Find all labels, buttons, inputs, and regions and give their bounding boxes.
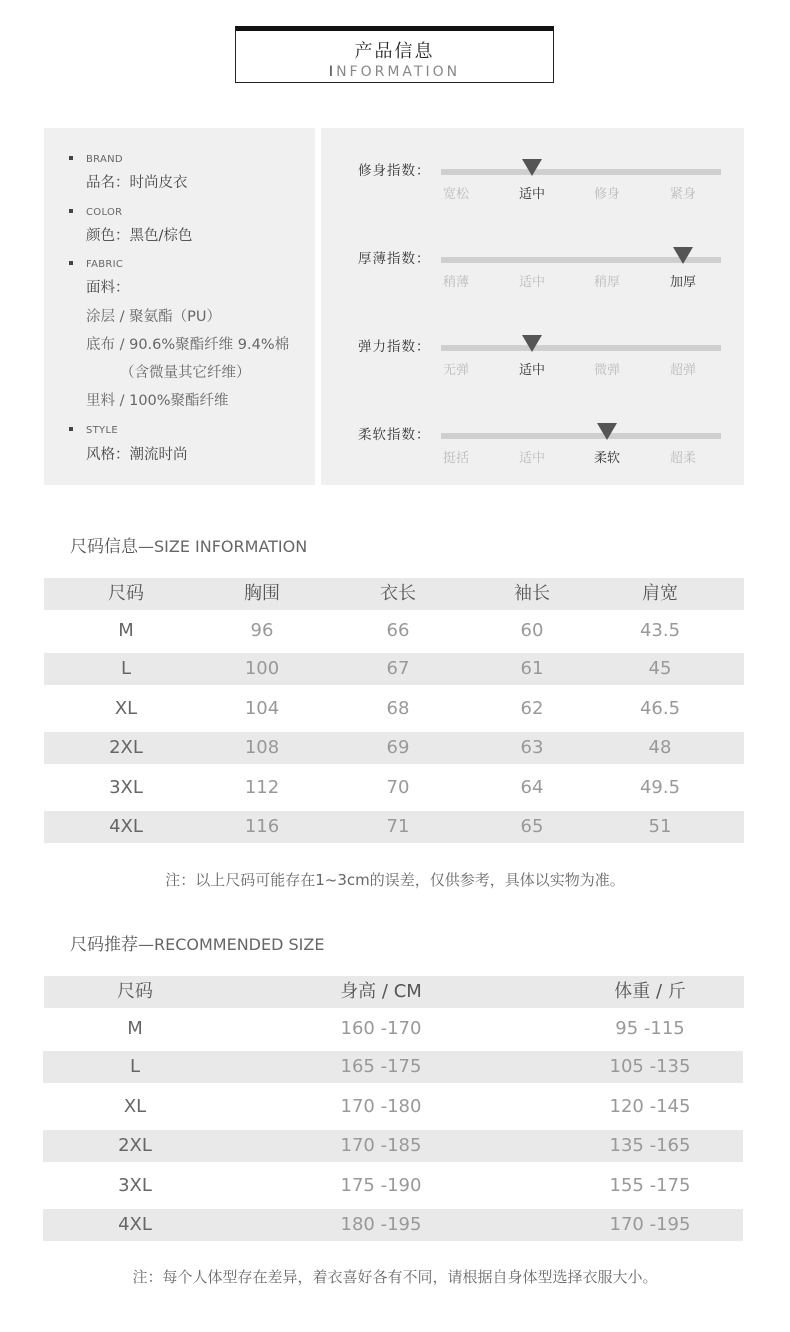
table-header-cell: 体重 / 斤	[614, 981, 686, 1002]
size-cell: 2XL	[118, 1135, 152, 1156]
value-cell: 95 -115	[615, 1018, 685, 1039]
table-row	[43, 1130, 743, 1162]
value-cell: 180 -195	[340, 1214, 422, 1235]
value-cell: 63	[520, 737, 544, 758]
value-cell: 46.5	[639, 698, 681, 719]
header-title-cn: 产品信息	[354, 41, 435, 62]
fabric-line-lining: 里料 / 100%聚酯纤维	[86, 393, 229, 409]
size-info-title	[70, 532, 307, 557]
table-row	[43, 1091, 743, 1123]
value-cell: 69	[386, 737, 410, 758]
index-marker-icon	[597, 423, 617, 440]
index-tick: 微弹	[593, 363, 620, 378]
table-row	[43, 1209, 743, 1241]
table-header-cell: 肩宽	[642, 583, 678, 604]
value-cell: 62	[520, 698, 544, 719]
index-tick: 无弹	[442, 363, 469, 378]
size-cell: 4XL	[109, 816, 143, 837]
size-cell: L	[129, 1056, 141, 1077]
index-marker-icon	[673, 247, 693, 264]
table-row	[44, 653, 744, 685]
value-cell: 155 -175	[609, 1175, 691, 1196]
header-title-en	[236, 64, 553, 80]
index-label: 修身指数：	[358, 163, 431, 179]
size-cell: XL	[123, 1096, 147, 1117]
table-header-cell: 尺码	[117, 981, 153, 1002]
attributes-panel	[44, 128, 315, 485]
table-header-cell: 身高 / CM	[340, 981, 422, 1002]
table-header	[44, 976, 744, 1008]
table-row	[44, 811, 744, 843]
value-cell: 112	[244, 777, 280, 798]
fabric-label-en: FABRIC	[86, 259, 124, 270]
value-cell: 68	[386, 698, 410, 719]
index-label: 柔软指数：	[358, 427, 431, 443]
index-marker-icon	[522, 335, 542, 352]
index-track	[441, 345, 721, 351]
size-cell: 3XL	[109, 777, 143, 798]
value-cell: 64	[520, 777, 544, 798]
index-label: 弹力指数：	[358, 339, 431, 355]
brand-label-en: BRAND	[86, 154, 123, 165]
index-label: 厚薄指数：	[358, 251, 431, 267]
size-cell: 4XL	[118, 1214, 152, 1235]
index-tick: 柔软	[593, 451, 620, 466]
value-cell: 49.5	[639, 777, 681, 798]
value-cell: 65	[520, 816, 544, 837]
value-cell: 45	[648, 658, 672, 679]
index-track	[441, 169, 721, 175]
recommended-title-cn: 尺码推荐	[70, 935, 138, 955]
size-info-title-cn: 尺码信息	[70, 537, 138, 557]
bullet-icon	[69, 209, 73, 213]
index-tick: 紧身	[669, 187, 696, 202]
value-cell: 67	[386, 658, 410, 679]
value-cell: 116	[244, 816, 280, 837]
header-title-en-first: I	[328, 64, 337, 80]
table-row	[44, 772, 744, 804]
index-tick: 超弹	[669, 363, 696, 378]
table-row	[43, 1170, 743, 1202]
brand-value: 品名：时尚皮衣	[86, 175, 188, 191]
value-cell: 170 -180	[340, 1096, 422, 1117]
value-cell: 108	[244, 737, 280, 758]
table-row	[43, 1051, 743, 1083]
value-cell: 175 -190	[340, 1175, 422, 1196]
size-cell: L	[120, 658, 132, 679]
value-cell: 66	[386, 620, 410, 641]
table-row	[44, 615, 744, 647]
value-cell: 170 -185	[340, 1135, 422, 1156]
value-cell: 104	[244, 698, 280, 719]
index-marker-icon	[522, 159, 542, 176]
bullet-icon	[69, 156, 73, 160]
value-cell: 71	[386, 816, 410, 837]
value-cell: 70	[386, 777, 410, 798]
value-cell: 43.5	[639, 620, 681, 641]
value-cell: 160 -170	[340, 1018, 422, 1039]
header-title-en-rest: NFORMATION	[336, 64, 461, 80]
index-tick: 适中	[518, 275, 545, 290]
bullet-icon	[69, 261, 73, 265]
table-header	[44, 578, 744, 610]
index-tick: 适中	[518, 363, 545, 378]
size-cell: 3XL	[118, 1175, 152, 1196]
index-tick: 加厚	[669, 275, 696, 290]
value-cell: 165 -175	[340, 1056, 422, 1077]
value-cell: 120 -145	[609, 1096, 691, 1117]
index-tick: 适中	[518, 187, 545, 202]
index-tick: 适中	[518, 451, 545, 466]
size-info-note: 注：以上尺码可能存在1~3cm的误差，仅供参考，具体以实物为准。	[165, 871, 625, 889]
fabric-line-base: 底布 / 90.6%聚酯纤维 9.4%棉	[86, 337, 290, 353]
index-tick: 修身	[593, 187, 620, 202]
size-info-table	[44, 578, 744, 845]
table-header-cell: 袖长	[514, 583, 550, 604]
index-tick: 宽松	[442, 187, 469, 202]
value-cell: 96	[250, 620, 274, 641]
indices-panel	[321, 128, 744, 485]
size-info-title-en: —SIZE INFORMATION	[138, 537, 308, 556]
size-cell: XL	[114, 698, 138, 719]
value-cell: 48	[648, 737, 672, 758]
size-cell: M	[118, 620, 134, 641]
value-cell: 135 -165	[609, 1135, 691, 1156]
value-cell: 170 -195	[609, 1214, 691, 1235]
color-value: 颜色：黑色/棕色	[86, 228, 193, 244]
value-cell: 100	[244, 658, 280, 679]
table-row	[43, 1013, 743, 1045]
style-value: 风格：潮流时尚	[86, 447, 188, 463]
recommended-title-en: —RECOMMENDED SIZE	[138, 935, 325, 954]
recommended-title	[70, 930, 324, 955]
product-info-header	[235, 26, 554, 83]
fabric-line-note: （含微量其它纤维）	[120, 365, 251, 381]
index-tick: 稍厚	[593, 275, 620, 290]
table-header-cell: 衣长	[380, 583, 416, 604]
recommended-size-table	[44, 976, 744, 1243]
fabric-line-coating: 涂层 / 聚氨酯（PU）	[86, 309, 221, 325]
value-cell: 105 -135	[609, 1056, 691, 1077]
size-cell: M	[127, 1018, 143, 1039]
color-label-en: COLOR	[86, 207, 123, 218]
table-header-cell: 胸围	[244, 583, 280, 604]
value-cell: 60	[520, 620, 544, 641]
table-header-cell: 尺码	[108, 583, 144, 604]
bullet-icon	[69, 427, 73, 431]
index-tick: 超柔	[669, 451, 696, 466]
value-cell: 61	[520, 658, 544, 679]
index-tick: 稍薄	[442, 275, 469, 290]
recommended-note: 注：每个人体型存在差异，着衣喜好各有不同，请根据自身体型选择衣服大小。	[132, 1268, 658, 1286]
table-row	[44, 732, 744, 764]
style-label-en: STYLE	[86, 425, 118, 436]
index-track	[441, 433, 721, 439]
index-tick: 挺括	[442, 451, 469, 466]
fabric-label: 面料：	[86, 280, 130, 296]
table-row	[44, 693, 744, 725]
value-cell: 51	[648, 816, 672, 837]
size-cell: 2XL	[109, 737, 143, 758]
